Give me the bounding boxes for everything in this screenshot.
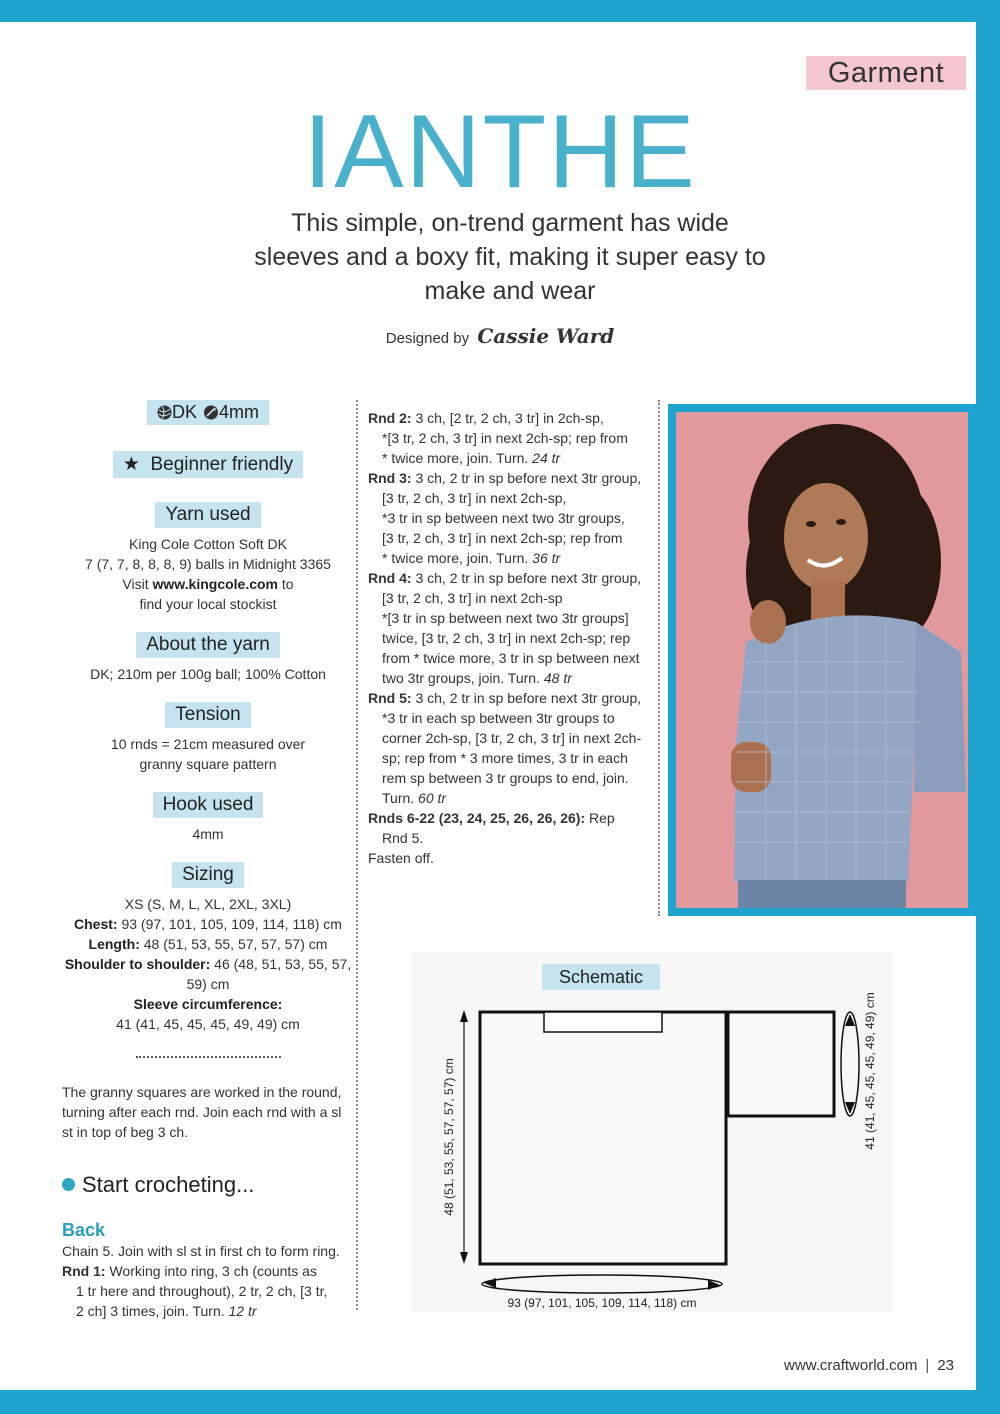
rnd-5-a: 3 ch, 2 tr in sp before next 3tr group, bbox=[415, 690, 642, 706]
yarn-weight: DK bbox=[171, 402, 197, 422]
tension-line-1: 10 rnds = 21cm measured over bbox=[110, 736, 306, 752]
length-dimension-label: 48 (51, 53, 55, 57, 57, 57) cm bbox=[442, 1058, 456, 1216]
page-footer: www.craftworld.com | 23 bbox=[784, 1357, 954, 1374]
rnd-2-label: Rnd 2: bbox=[368, 410, 412, 426]
sizing-heading: Sizing bbox=[172, 862, 244, 888]
skill-level-badge bbox=[113, 451, 303, 478]
sleeve-panel-outline bbox=[728, 1012, 834, 1116]
fasten-off: Fasten off. bbox=[368, 850, 434, 866]
rounds-column bbox=[368, 408, 650, 868]
start-heading-text: Start crocheting... bbox=[82, 1172, 255, 1197]
rnds-6-a: Rep bbox=[589, 810, 615, 826]
weight-hook-badge bbox=[147, 400, 269, 425]
column-divider-1 bbox=[356, 400, 358, 1310]
page-frame-bottom bbox=[0, 1390, 1000, 1414]
width-dimension-label: 93 (97, 101, 105, 109, 114, 118) cm bbox=[507, 1296, 697, 1310]
rnd-5-b: *3 tr in each sp between 3tr groups to bbox=[382, 710, 615, 726]
model-photo bbox=[676, 412, 968, 908]
model-illustration bbox=[676, 412, 968, 908]
rnd-4-f: two 3tr groups, join. Turn. bbox=[382, 670, 540, 686]
rnd-3 bbox=[368, 468, 650, 568]
rnd-5-e: rem sp between 3 tr groups to end, join. bbox=[382, 770, 629, 786]
intro-text: The granny squares are worked in the round, turning after each rnd. Join each rnd with a sl st in top of beg 3 ch. bbox=[62, 1084, 342, 1140]
back-heading: Back bbox=[62, 1220, 106, 1240]
chest-value: 93 (97, 101, 105, 109, 114, 118) cm bbox=[121, 916, 342, 932]
hook-size: 4mm bbox=[219, 402, 259, 422]
rnd-5-count: 60 tr bbox=[418, 790, 447, 806]
sleeve-arrow bbox=[841, 1012, 859, 1116]
rnd-4-f-line bbox=[368, 668, 650, 688]
sleeve-line bbox=[62, 994, 354, 1014]
rnd-1-text-c bbox=[62, 1301, 354, 1321]
star-icon: ★ bbox=[122, 454, 140, 475]
schematic-label: Schematic bbox=[542, 964, 660, 990]
rnd-2-count: 24 tr bbox=[532, 450, 561, 466]
page-subtitle: This simple, on-trend garment has wide sleeves and a boxy fit, making it super easy to make and wear bbox=[254, 209, 766, 305]
length-value: 48 (51, 53, 55, 57, 57, 57) cm bbox=[143, 936, 328, 952]
rnd-3-count: 36 tr bbox=[532, 550, 561, 566]
shoulder-line bbox=[62, 954, 354, 994]
sizing-info bbox=[62, 894, 354, 1034]
chain-instruction: Chain 5. Join with sl st in first ch to form ring. bbox=[62, 1243, 340, 1259]
rnd-3-d: [3 tr, 2 ch, 3 tr] in next 2ch-sp; rep from bbox=[382, 530, 623, 546]
rnd-5 bbox=[368, 688, 650, 808]
page-number: 23 bbox=[937, 1357, 954, 1374]
rnd-5-c: corner 2ch-sp, [3 tr, 2 ch, 3 tr] in next 2ch- bbox=[382, 730, 642, 746]
to-text: to bbox=[281, 576, 294, 592]
sleeve-value: 41 (41, 45, 45, 45, 49, 49) cm bbox=[116, 1016, 300, 1032]
rnd-1-label: Rnd 1: bbox=[62, 1263, 106, 1279]
rnd-2 bbox=[368, 408, 650, 468]
yarn-used-heading: Yarn used bbox=[155, 502, 260, 528]
designed-by-label: Designed by bbox=[385, 330, 470, 347]
rnd-4-b: [3 tr, 2 ch, 3 tr] in next 2ch-sp bbox=[382, 590, 563, 606]
hook-icon bbox=[203, 405, 219, 420]
rnd-1-text-a: Working into ring, 3 ch (counts as bbox=[109, 1263, 317, 1279]
rnd-4-label: Rnd 4: bbox=[368, 570, 412, 586]
sleeve-label: Sleeve circumference: bbox=[133, 996, 283, 1012]
rnd-1-text-b: 1 tr here and throughout), 2 tr, 2 ch, [3 tr, bbox=[76, 1283, 328, 1299]
sizes: XS (S, M, L, XL, 2XL, 3XL) bbox=[124, 896, 292, 912]
length-label: Length: bbox=[88, 936, 140, 952]
rnd-2-c-line bbox=[368, 448, 650, 468]
rnd-1-c: 2 ch] 3 times, join. Turn. bbox=[76, 1303, 225, 1319]
schematic-diagram bbox=[412, 952, 892, 1312]
rnd-3-label: Rnd 3: bbox=[368, 470, 412, 486]
info-column bbox=[62, 400, 354, 1321]
rnds-6-22 bbox=[368, 808, 650, 848]
about-yarn-heading: About the yarn bbox=[136, 632, 280, 658]
shoulder-label: Shoulder to shoulder: bbox=[64, 956, 211, 972]
length-arrow-top bbox=[460, 1010, 468, 1022]
rnd-2-a: 3 ch, [2 tr, 2 ch, 3 tr] in 2ch-sp, bbox=[415, 410, 604, 426]
body-panel-outline bbox=[480, 1012, 726, 1264]
visit-text: Visit bbox=[122, 576, 149, 592]
rnd-1 bbox=[62, 1261, 354, 1321]
yarn-used-info bbox=[62, 534, 354, 614]
skill-level: Beginner friendly bbox=[150, 454, 294, 475]
hook-used-heading: Hook used bbox=[153, 792, 264, 818]
length-line bbox=[62, 934, 354, 954]
rnd-1-count: 12 tr bbox=[228, 1303, 257, 1319]
dotted-separator bbox=[136, 1056, 281, 1058]
rnds-6-b: Rnd 5. bbox=[382, 830, 424, 846]
rnd-4 bbox=[368, 568, 650, 688]
schematic-panel bbox=[412, 952, 892, 1312]
page-frame-top bbox=[0, 0, 1000, 22]
rnd-3-e-line bbox=[368, 548, 650, 568]
length-arrow-bottom bbox=[460, 1252, 468, 1264]
back-instructions bbox=[62, 1241, 354, 1321]
page-title: IANTHE bbox=[303, 94, 697, 210]
rnd-5-d: sp; rep from * 3 more times, 3 tr in each bbox=[382, 750, 628, 766]
shoulder-value: 46 (48, 51, 53, 55, 57, 59) cm bbox=[186, 956, 352, 992]
stockist-text: find your local stockist bbox=[139, 596, 277, 612]
category-badge: Garment bbox=[806, 56, 966, 90]
yarn-name: King Cole Cotton Soft DK bbox=[129, 536, 287, 552]
rnd-2-c: * twice more, join. Turn. bbox=[382, 450, 529, 466]
footer-site[interactable]: www.craftworld.com bbox=[784, 1357, 918, 1374]
yarn-ball-icon bbox=[157, 405, 172, 420]
start-crocheting-heading bbox=[62, 1172, 354, 1198]
yarn-quantity: 7 (7, 7, 8, 8, 8, 9) balls in Midnight 3365 bbox=[85, 556, 331, 572]
rnd-3-a: 3 ch, 2 tr in sp before next 3tr group, bbox=[415, 470, 642, 486]
rnd-4-a: 3 ch, 2 tr in sp before next 3tr group, bbox=[415, 570, 642, 586]
page-frame-right bbox=[976, 0, 1000, 1414]
bullet-icon bbox=[62, 1178, 75, 1191]
column-divider-2 bbox=[658, 400, 660, 916]
rnd-2-b: *[3 tr, 2 ch, 3 tr] in next 2ch-sp; rep from bbox=[382, 430, 628, 446]
rnd-4-e: from * twice more, 3 tr in sp between next bbox=[382, 650, 640, 666]
rnd-3-e: * twice more, join. Turn. bbox=[382, 550, 529, 566]
rnd-5-f-line bbox=[368, 788, 650, 808]
yarn-visit-line bbox=[62, 574, 354, 594]
model-photo-frame bbox=[668, 404, 976, 916]
rnd-3-b: [3 tr, 2 ch, 3 tr] in next 2ch-sp, bbox=[382, 490, 567, 506]
rnd-3-c: *3 tr in sp between next two 3tr groups, bbox=[382, 510, 625, 526]
chest-label: Chest: bbox=[74, 916, 118, 932]
tension-info bbox=[62, 734, 354, 774]
rnd-5-f: Turn. bbox=[382, 790, 415, 806]
chest-line bbox=[62, 914, 354, 934]
about-yarn-text: DK; 210m per 100g ball; 100% Cotton bbox=[90, 666, 326, 682]
yarn-url[interactable]: www.kingcole.com bbox=[152, 576, 279, 592]
tension-line-2: granny square pattern bbox=[139, 756, 277, 772]
hook-used-text: 4mm bbox=[192, 826, 224, 842]
rnd-4-d: twice, [3 tr, 2 ch, 3 tr] in next 2ch-sp; rep bbox=[382, 630, 631, 646]
designer-credit bbox=[0, 324, 1000, 348]
width-arrow bbox=[482, 1275, 722, 1293]
neckline-outline bbox=[544, 1012, 662, 1032]
designer-name: Cassie Ward bbox=[477, 324, 615, 348]
tension-heading: Tension bbox=[165, 702, 251, 728]
rnd-5-label: Rnd 5: bbox=[368, 690, 412, 706]
rnd-4-c: *[3 tr in sp between next two 3tr groups] bbox=[382, 610, 629, 626]
rnds-6-label: Rnds 6-22 (23, 24, 25, 26, 26, 26): bbox=[368, 810, 586, 826]
rnd-4-count: 48 tr bbox=[543, 670, 572, 686]
sleeve-dimension-label: 41 (41, 45, 45, 45, 49, 49) cm bbox=[863, 992, 877, 1150]
